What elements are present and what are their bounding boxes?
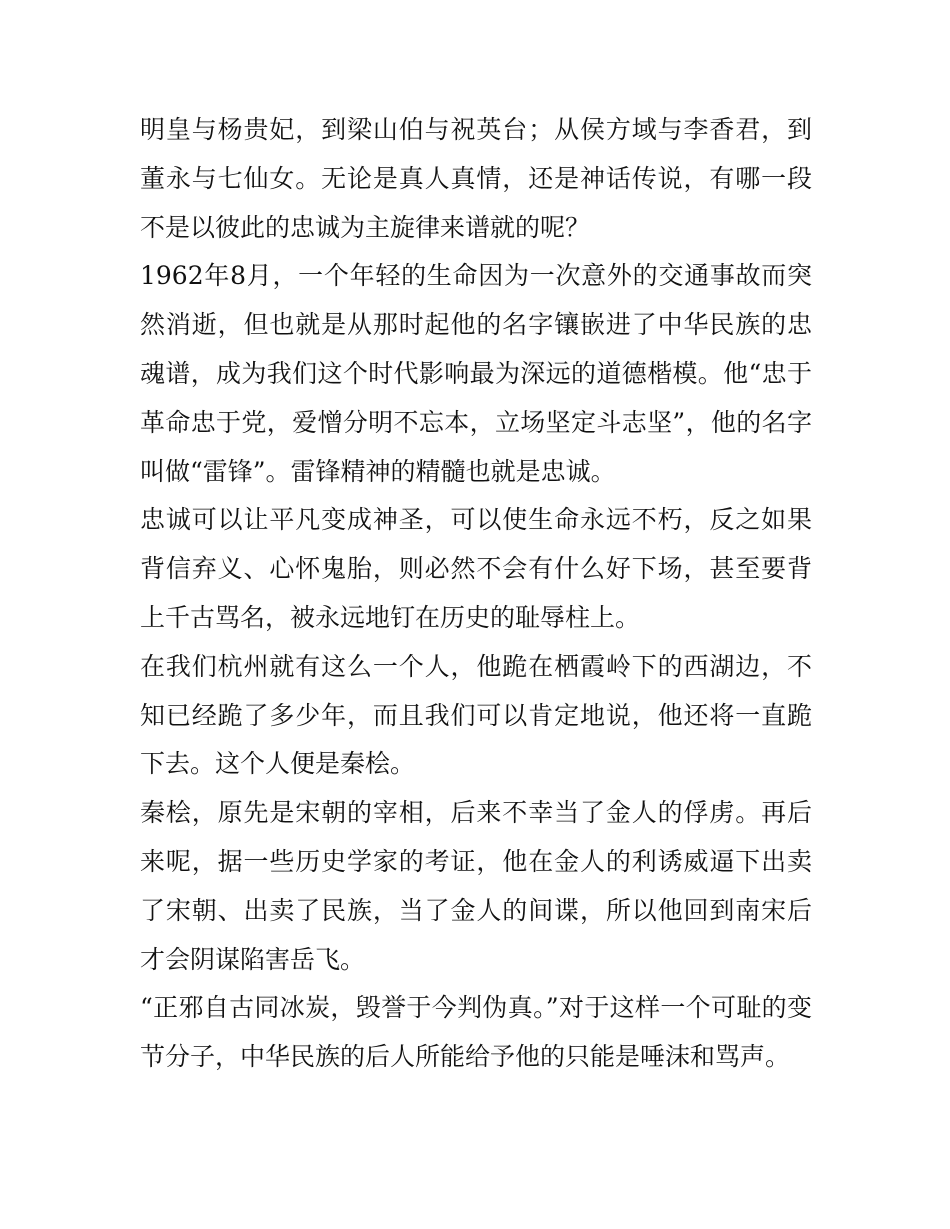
paragraph-4: 在我们杭州就有这么一个人，他跪在栖霞岭下的西湖边，不知已经跪了多少年，而且我们可以肯定地说，他还将一直跪下去。这个人便是秦桧。 (140, 651, 812, 779)
paragraph-5: 秦桧，原先是宋朝的宰相，后来不幸当了金人的俘虏。再后来呢，据一些历史学家的考证，他在金人的利诱威逼下出卖了宋朝、出卖了民族，当了金人的间谍，所以他回到南宋后才会阴谋陷害岳飞。 (140, 798, 812, 974)
document-body (140, 106, 812, 1082)
paragraph-1: 明皇与杨贵妃，到梁山伯与祝英台；从侯方域与李香君，到董永与七仙女。无论是真人真情，还是神话传说，有哪一段不是以彼此的忠诚为主旋律来谱就的呢？ (140, 115, 812, 242)
paragraph-2: 1962年8月，一个年轻的生命因为一次意外的交通事故而突然消逝，但也就是从那时起他的名字镶嵌进了中华民族的忠魂谱，成为我们这个时代影响最为深远的道德楷模。他“忠于革命忠于党，爱憎分明不忘本，立场坚定斗志坚”，他的名字叫做“雷锋”。雷锋精神的精髓也就是忠诚。 (140, 261, 812, 486)
paragraph-3: 忠诚可以让平凡变成神圣，可以使生命永远不朽，反之如果背信弃义、心怀鬼胎，则必然不会有什么好下场，甚至要背上千古骂名，被永远地钉在历史的耻辱柱上。 (140, 505, 812, 632)
paragraph-6: “正邪自古同冰炭，毁誉于今判伪真。”对于这样一个可耻的变节分子，中华民族的后人所能给予他的只能是唾沫和骂声。 (140, 993, 812, 1072)
